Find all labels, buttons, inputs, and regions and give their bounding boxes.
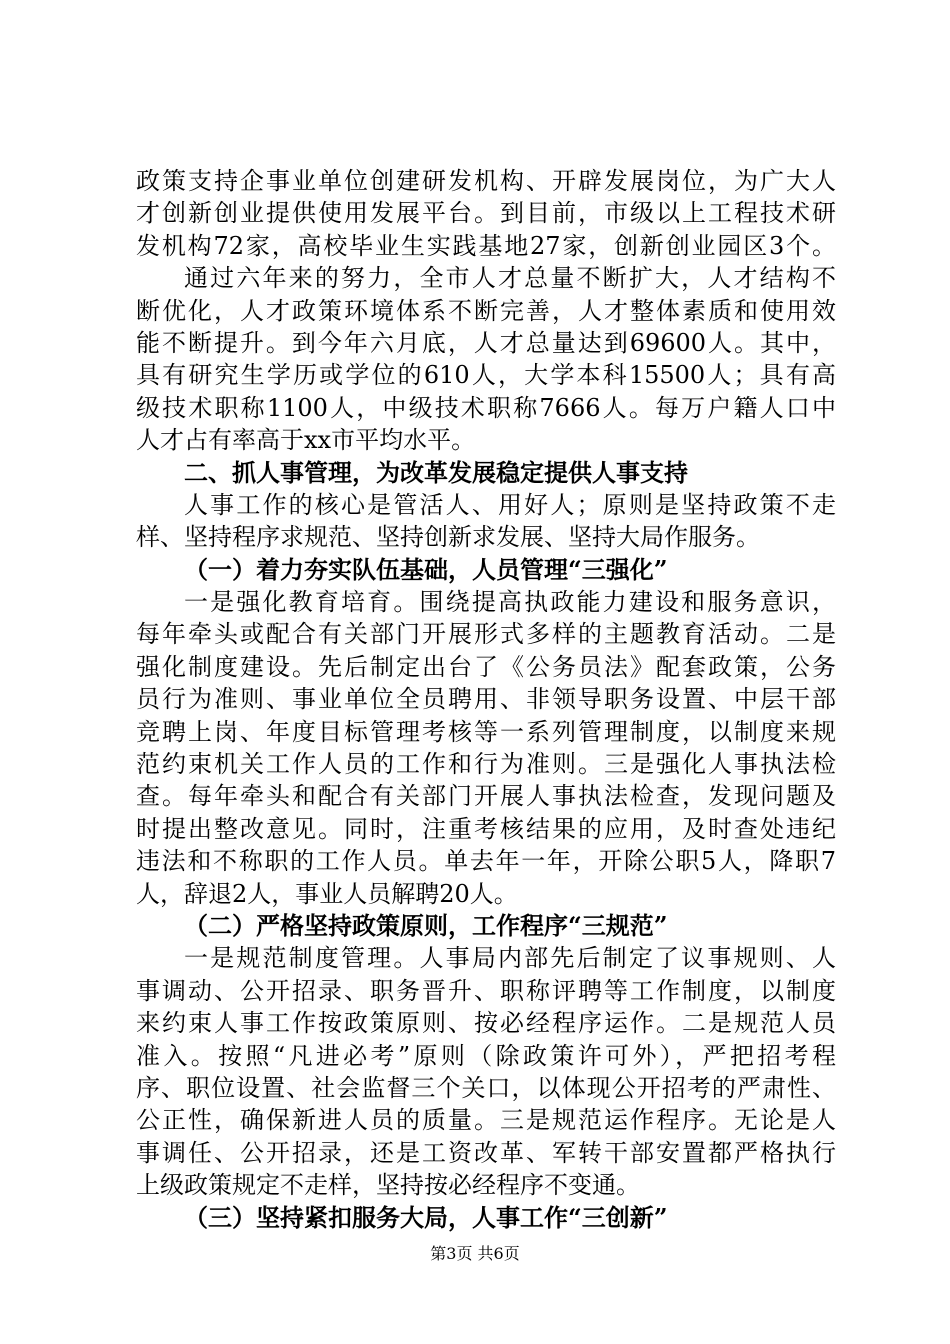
paragraph-line: 违法和不称职的工作人员。单去年一年，开除公职5人，降职7	[136, 847, 836, 876]
paragraph-line: 强化制度建设。先后制定出台了《公务员法》配套政策，公务	[136, 652, 836, 681]
paragraph-line: 准入。按照“凡进必考”原则（除政策许可外），严把招考程	[136, 1041, 836, 1070]
subsection-heading: （二）严格坚持政策原则，工作程序“三规范”	[184, 910, 668, 940]
subsection-heading: （三）坚持紧扣服务大局，人事工作“三创新”	[184, 1202, 668, 1232]
paragraph-line: 级技术职称1100人，中级技术职称7666人。每万户籍人口中	[136, 393, 836, 422]
paragraph-line: 样、坚持程序求规范、坚持创新求发展、坚持大局作服务。	[136, 523, 760, 552]
paragraph-line: 事调动、公开招录、职务晋升、职称评聘等工作制度，以制度	[136, 976, 836, 1005]
paragraph-line: 来约束人事工作按政策原则、按必经程序运作。二是规范人员	[136, 1009, 836, 1038]
paragraph-line: 人事工作的核心是管活人、用好人；原则是坚持政策不走	[184, 490, 836, 519]
paragraph-line: 查。每年牵头和配合有关部门开展人事执法检查，发现问题及	[136, 782, 836, 811]
paragraph-line: 事调任、公开招录，还是工资改革、军转干部安置都严格执行	[136, 1138, 836, 1167]
paragraph-line: 人才占有率高于xx市平均水平。	[136, 426, 476, 455]
paragraph-line: 上级政策规定不走样，坚持按必经程序不变通。	[136, 1171, 640, 1200]
paragraph-line: 断优化，人才政策环境体系不断完善，人才整体素质和使用效	[136, 296, 836, 325]
paragraph-line: 具有研究生学历或学位的610人，大学本科15500人；具有高	[136, 361, 836, 390]
paragraph-line: 才创新创业提供使用发展平台。到目前，市级以上工程技术研	[136, 199, 836, 228]
paragraph-line: 一是强化教育培育。围绕提高执政能力建设和服务意识，	[184, 588, 836, 617]
paragraph-line: 每年牵头或配合有关部门开展形式多样的主题教育活动。二是	[136, 620, 836, 649]
paragraph-line: 政策支持企事业单位创建研发机构、开辟发展岗位，为广大人	[136, 167, 836, 195]
section-heading: 二、抓人事管理，为改革发展稳定提供人事支持	[184, 457, 688, 487]
subsection-heading: （一）着力夯实队伍基础，人员管理“三强化”	[184, 554, 668, 584]
paragraph-line: 公正性，确保新进人员的质量。三是规范运作程序。无论是人	[136, 1106, 836, 1135]
document-body	[136, 165, 836, 1234]
paragraph-line: 能不断提升。到今年六月底，人才总量达到69600人。其中，	[136, 328, 836, 357]
paragraph-line: 序、职位设置、社会监督三个关口，以体现公开招考的严肃性、	[136, 1073, 836, 1102]
paragraph-line: 范约束机关工作人员的工作和行为准则。三是强化人事执法检	[136, 750, 836, 779]
paragraph-line: 员行为准则、事业单位全员聘用、非领导职务设置、中层干部	[136, 685, 836, 714]
paragraph-line: 一是规范制度管理。人事局内部先后制定了议事规则、人	[184, 944, 836, 973]
paragraph-line: 发机构72家，高校毕业生实践基地27家，创新创业园区3个。	[136, 231, 836, 260]
paragraph-line: 通过六年来的努力，全市人才总量不断扩大，人才结构不	[184, 264, 836, 293]
paragraph-line: 竞聘上岗、年度目标管理考核等一系列管理制度，以制度来规	[136, 717, 836, 746]
paragraph-line: 时提出整改意见。同时，注重考核结果的应用，及时查处违纪	[136, 814, 836, 843]
page-number-footer: 第3页 共6页	[430, 1244, 520, 1263]
paragraph-line: 人，辞退2人，事业人员解聘20人。	[136, 879, 518, 908]
